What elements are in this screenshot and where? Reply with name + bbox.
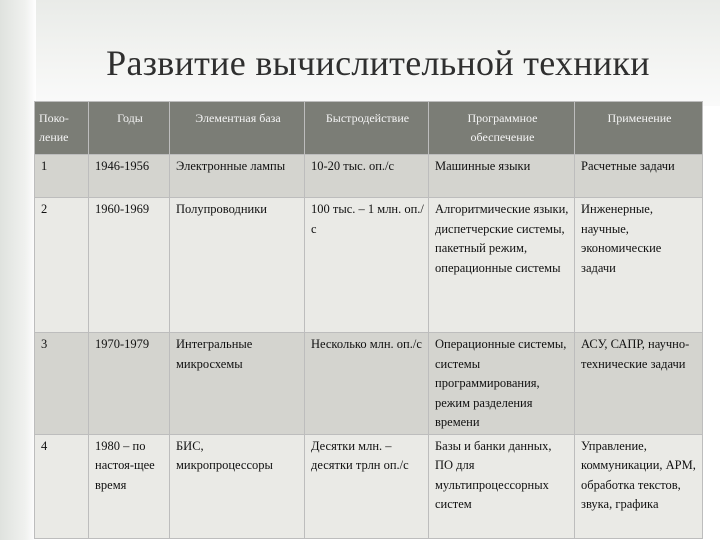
generations-table — [34, 101, 703, 539]
cell-generation: 3 — [35, 333, 89, 435]
slide-left-band — [0, 0, 36, 540]
header-software: Программное обеспечение — [429, 102, 575, 155]
cell-software: Машинные языки — [429, 155, 575, 198]
table-body — [35, 155, 703, 539]
cell-element-base: Интегральные микросхемы — [170, 333, 305, 435]
cell-application: Инженерные, научные, экономические задачи — [575, 198, 703, 333]
cell-generation: 2 — [35, 198, 89, 333]
table-header — [35, 102, 703, 155]
cell-element-base: Электронные лампы — [170, 155, 305, 198]
cell-element-base: БИС, микропроцессоры — [170, 434, 305, 538]
table-row — [35, 434, 703, 538]
cell-years: 1980 – по настоя-щее время — [89, 434, 170, 538]
table-row — [35, 155, 703, 198]
cell-generation: 4 — [35, 434, 89, 538]
cell-software: Базы и банки данных, ПО для мультипроцессорных систем — [429, 434, 575, 538]
cell-speed: Несколько млн. оп./с — [305, 333, 429, 435]
cell-application: АСУ, САПР, научно-технические задачи — [575, 333, 703, 435]
cell-speed: 100 тыс. – 1 млн. оп./с — [305, 198, 429, 333]
cell-years: 1960-1969 — [89, 198, 170, 333]
header-row — [35, 102, 703, 155]
cell-generation: 1 — [35, 155, 89, 198]
slide-title: Развитие вычислительной техники — [106, 43, 650, 83]
header-speed: Быстродействие — [305, 102, 429, 155]
cell-software: Алгоритмические языки, диспетчерские системы, пакетный режим, операционные системы — [429, 198, 575, 333]
cell-application: Управление, коммуникации, АРМ, обработка текстов, звука, графика — [575, 434, 703, 538]
table-row — [35, 333, 703, 435]
header-application: Применение — [575, 102, 703, 155]
table-row — [35, 198, 703, 333]
header-generation: Поко- ление — [35, 102, 89, 155]
cell-years: 1970-1979 — [89, 333, 170, 435]
cell-speed: Десятки млн. – десятки трлн оп./с — [305, 434, 429, 538]
cell-years: 1946-1956 — [89, 155, 170, 198]
cell-application: Расчетные задачи — [575, 155, 703, 198]
cell-software: Операционные системы, системы программирования, режим разделения времени — [429, 333, 575, 435]
cell-speed: 10-20 тыс. оп./с — [305, 155, 429, 198]
header-element-base: Элементная база — [170, 102, 305, 155]
cell-element-base: Полупроводники — [170, 198, 305, 333]
header-years: Годы — [89, 102, 170, 155]
